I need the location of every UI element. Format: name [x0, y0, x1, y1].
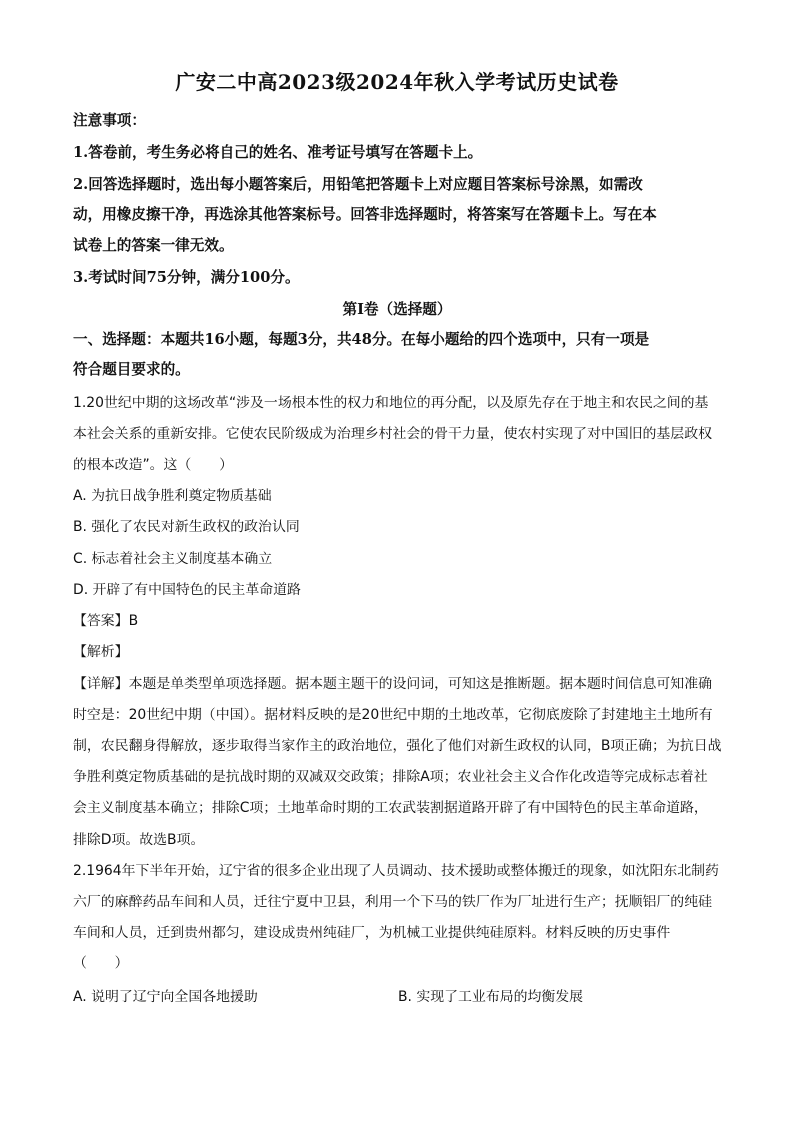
q1-detail-line: 争胜利奠定物质基础的是抗战时期的双减双交政策；排除A项；农业社会主义合作化改造等完成标志着社 — [73, 769, 708, 785]
section-instruction: 符合题目要求的。 — [73, 361, 190, 378]
section-title: 第I卷（选择题） — [342, 301, 452, 318]
q2-stem-line: 车间和人员，迁到贵州都匀，建设成贵州纯硅厂，为机械工业提供纯硅原料。材料反映的历史事件 — [73, 925, 671, 941]
q1-stem-line: 的根本改造”。这（ ） — [73, 457, 233, 473]
q2-option-a: A. 说明了辽宁向全国各地援助 — [73, 989, 258, 1005]
q1-option-c: C. 标志着社会主义制度基本确立 — [73, 551, 273, 567]
notice-line: 1.答卷前，考生务必将自己的姓名、准考证号填写在答题卡上。 — [73, 144, 483, 161]
q1-detail-line: 制，农民翻身得解放，逐步取得当家作主的政治地位，强化了他们对新生政权的认同，B项正确；为抗日战 — [73, 738, 722, 754]
q2-stem-line: 2.1964年下半年开始，辽宁省的很多企业出现了人员调动、技术援助或整体搬迁的现象，如沈阳东北制药 — [73, 863, 719, 879]
notice-line: 动，用橡皮擦干净，再选涂其他答案标号。回答非选择题时，将答案写在答题卡上。写在本 — [73, 206, 657, 223]
q1-option-a: A. 为抗日战争胜利奠定物质基础 — [73, 488, 272, 504]
q2-option-b: B. 实现了工业布局的均衡发展 — [398, 989, 584, 1005]
exam-title: 广安二中高2023级2024年秋入学考试历史试卷 — [175, 70, 619, 94]
q2-stem-line: （ ） — [73, 955, 129, 971]
notice-line: 试卷上的答案一律无效。 — [73, 237, 234, 254]
notice-line: 2.回答选择题时，选出每小题答案后，用铅笔把答题卡上对应题目答案标号涂黑，如需改 — [73, 176, 643, 193]
q1-option-d: D. 开辟了有中国特色的民主革命道路 — [73, 582, 301, 598]
q1-detail-line: 会主义制度基本确立；排除C项；土地革命时期的工农武装割据道路开辟了有中国特色的民主革命道路， — [73, 800, 708, 816]
q2-stem-line: 六厂的麻醉药品车间和人员，迁往宁夏中卫县，利用一个下马的铁厂作为厂址进行生产；抚顺铝厂的纯硅 — [73, 894, 712, 910]
notice-heading: 注意事项： — [73, 112, 146, 129]
q1-stem-line: 本社会关系的重新安排。它使农民阶级成为治理乡村社会的骨干力量，使农村实现了对中国旧的基层政权 — [73, 426, 712, 442]
q1-detail-line: 排除D项。故选B项。 — [73, 832, 205, 848]
q1-detail-line: 时空是：20世纪中期（中国）。据材料反映的是20世纪中期的土地改革，它彻底废除了封建地主土地所有 — [73, 707, 713, 723]
q1-detail-line: 【详解】本题是单类型单项选择题。据本题主题干的设问词，可知这是推断题。据本题时间信息可知准确 — [73, 676, 712, 692]
notice-line: 3.考试时间75分钟，满分100分。 — [73, 269, 300, 286]
q1-analysis-label: 【解析】 — [73, 644, 129, 660]
q1-answer: 【答案】B — [73, 613, 139, 629]
q1-option-b: B. 强化了农民对新生政权的政治认同 — [73, 519, 300, 535]
section-instruction: 一、选择题：本题共16小题，每题3分，共48分。在每小题给的四个选项中，只有一项是 — [73, 331, 650, 348]
q1-stem-line: 1.20世纪中期的这场改革“涉及一场根本性的权力和地位的再分配，以及原先存在于地主和农民之间的基 — [73, 395, 709, 411]
